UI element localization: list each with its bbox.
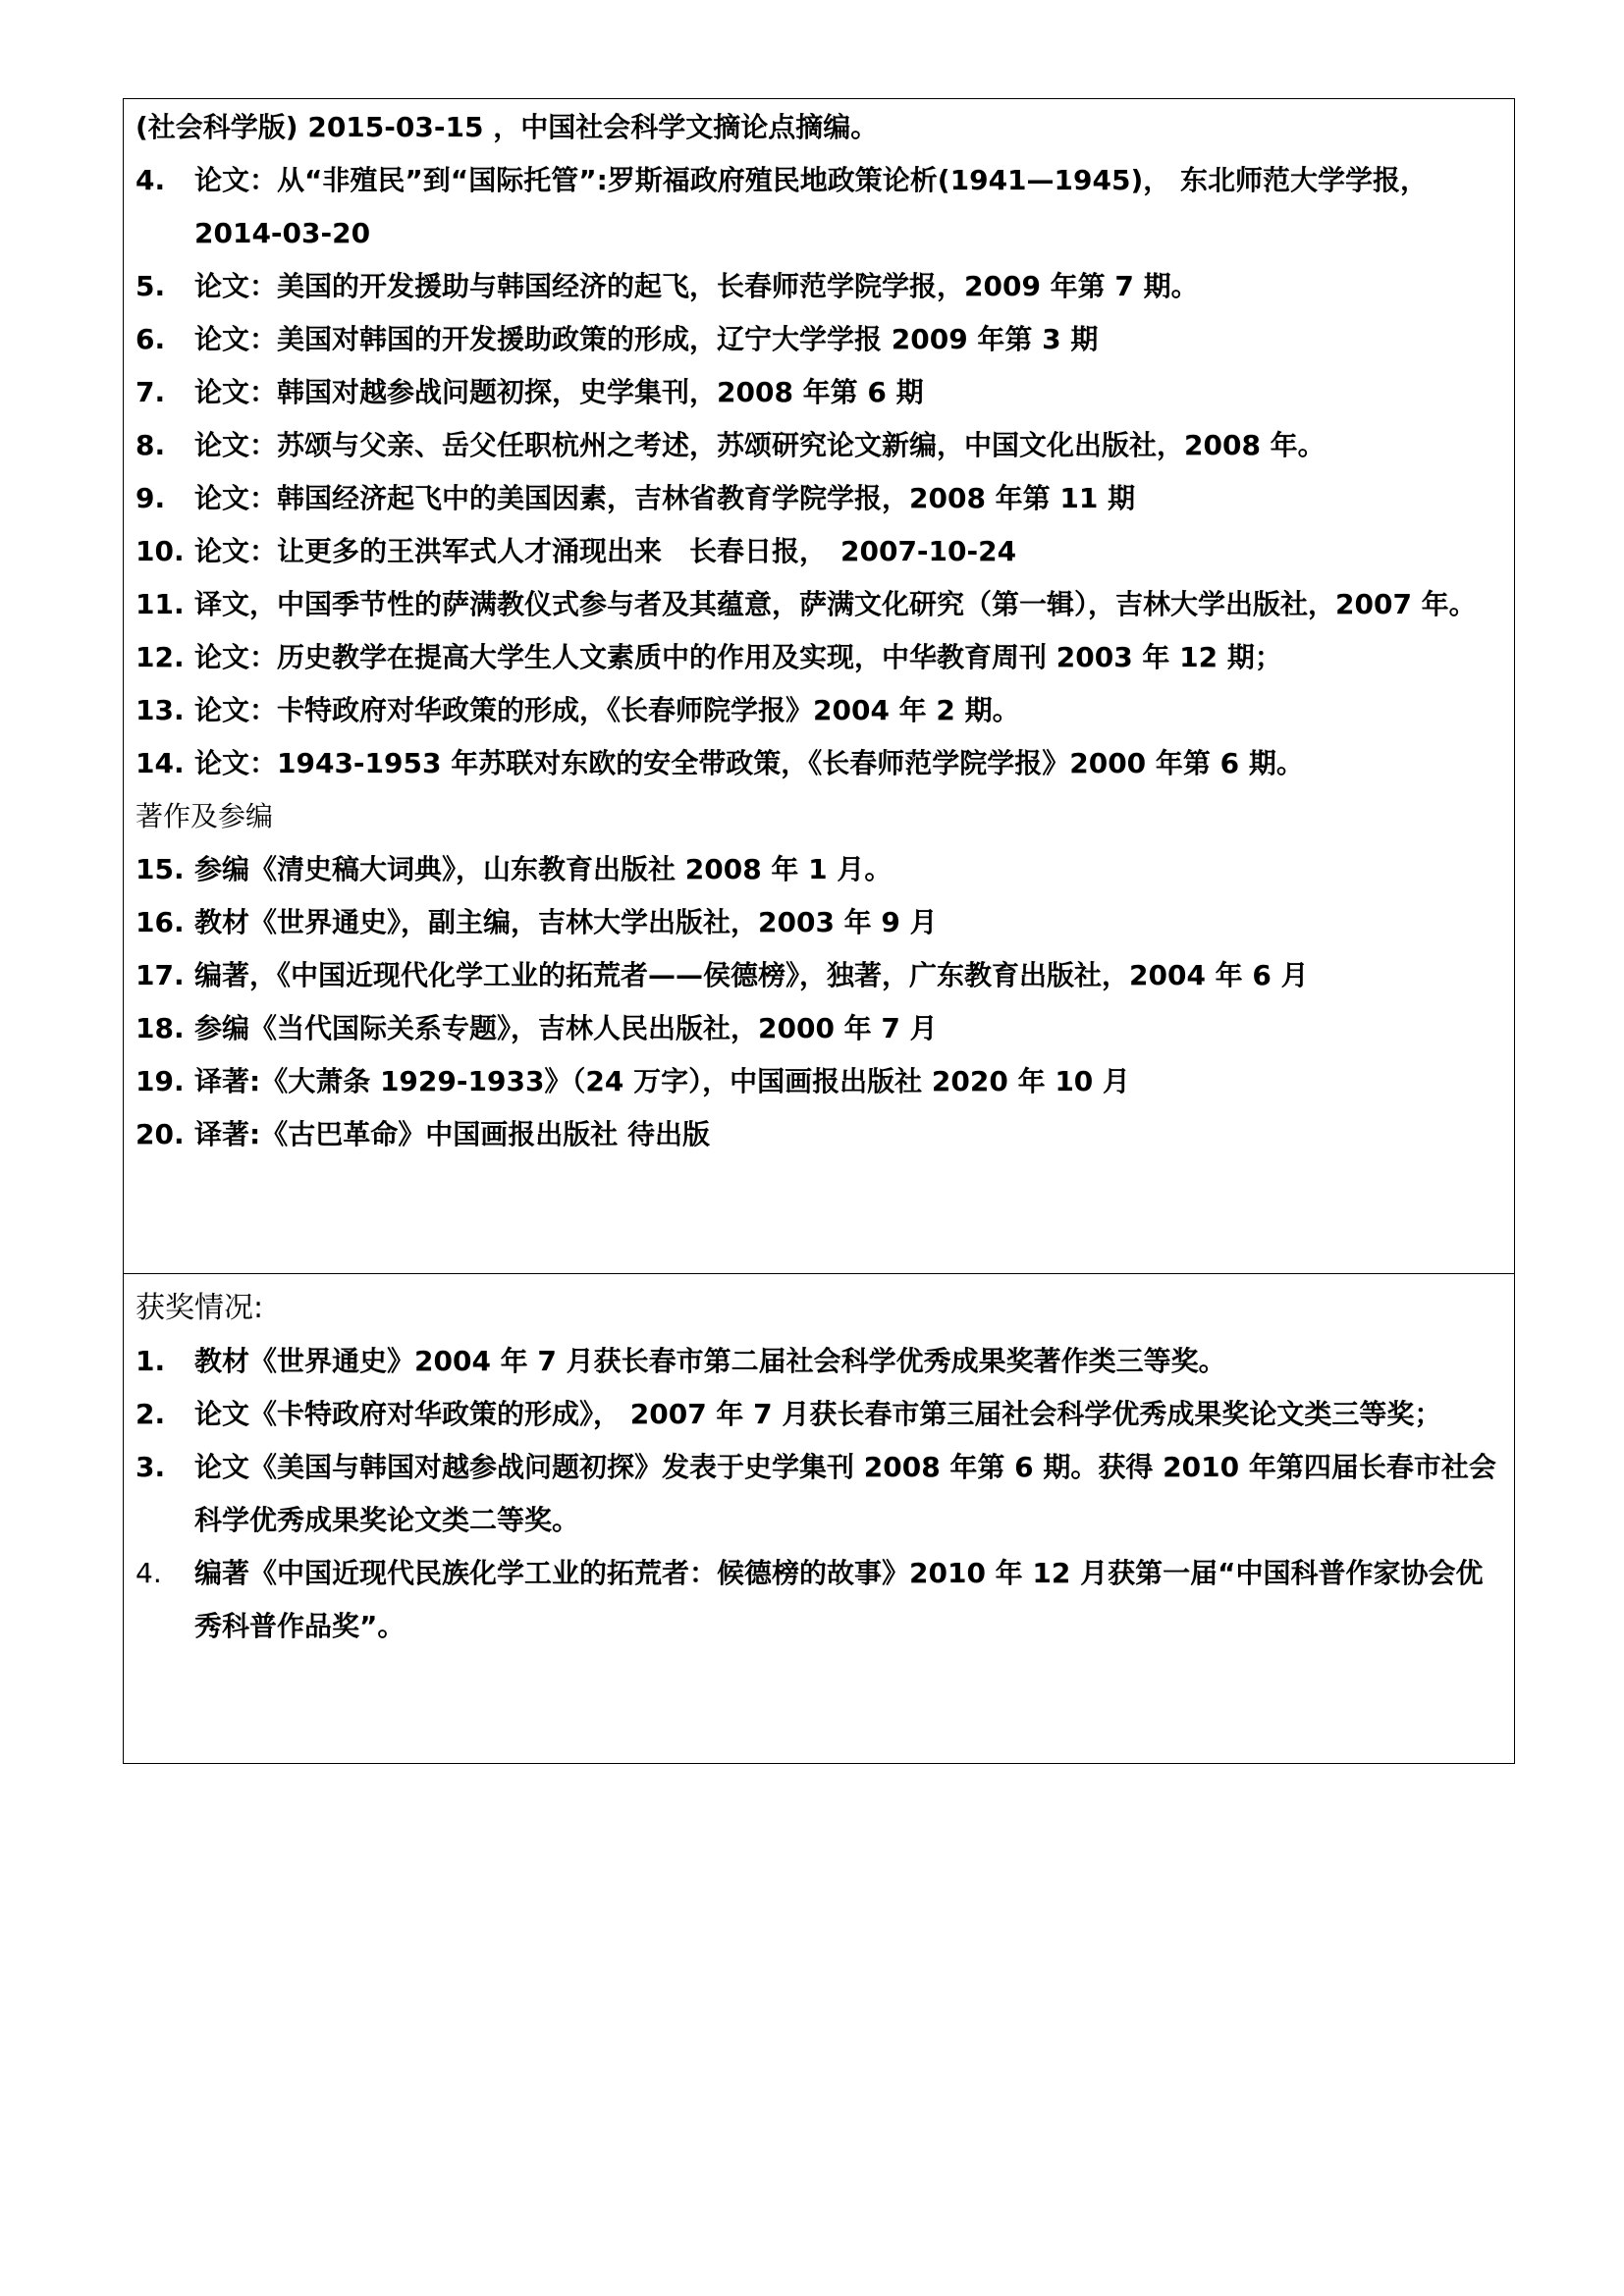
item-number: 9. bbox=[135, 482, 166, 514]
item-text: 论文：美国对韩国的开发援助政策的形成，辽宁大学学报 2009 年第 3 期 bbox=[194, 323, 1099, 355]
item-text: 论文：苏颂与父亲、岳父任职杭州之考述，苏颂研究论文新编，中国文化出版社，2008 年。 bbox=[194, 429, 1326, 461]
publication-item-8 bbox=[135, 419, 1500, 472]
award-item-3 bbox=[135, 1441, 1500, 1547]
item-text: 教材《世界通史》2004 年 7 月获长春市第二届社会科学优秀成果奖著作类三等奖。 bbox=[194, 1345, 1226, 1377]
item-number: 8. bbox=[135, 429, 166, 461]
book-item-16 bbox=[135, 896, 1500, 949]
item-text: 论文：从“非殖民”到“国际托管”:罗斯福政府殖民地政策论析(1941—1945)， 东北师范大学学报，2014-03-20 bbox=[194, 164, 1429, 249]
publication-item-7 bbox=[135, 366, 1500, 419]
awards-heading: 获奖情况: bbox=[135, 1291, 264, 1325]
continuation-line: (社会科学版) 2015-03-15 ，中国社会科学文摘论点摘编。 bbox=[135, 111, 879, 143]
item-text: 教材《世界通史》，副主编，吉林大学出版社，2003 年 9 月 bbox=[194, 906, 938, 938]
item-text: 论文：1943-1953 年苏联对东欧的安全带政策，《长春师范学院学报》2000 年第 6 期。 bbox=[194, 747, 1304, 779]
item-number: 18. bbox=[135, 1012, 185, 1044]
award-item-1 bbox=[135, 1335, 1500, 1388]
publication-item-13 bbox=[135, 684, 1500, 737]
item-number: 20. bbox=[135, 1118, 185, 1150]
item-text: 论文：让更多的王洪军式人才涌现出来 长春日报， 2007-10-24 bbox=[194, 535, 1017, 567]
books-heading: 著作及参编 bbox=[135, 800, 274, 832]
item-number: 2. bbox=[135, 1398, 166, 1430]
item-number: 11. bbox=[135, 588, 185, 620]
item-text: 论文：历史教学在提高大学生人文素质中的作用及实现，中华教育周刊 2003 年 12 期； bbox=[194, 641, 1282, 673]
item-number: 6. bbox=[135, 323, 166, 355]
publication-item-10 bbox=[135, 525, 1500, 578]
publication-item-9 bbox=[135, 472, 1500, 525]
item-number: 4. bbox=[135, 164, 166, 196]
item-text: 译著:《古巴革命》中国画报出版社 待出版 bbox=[194, 1118, 710, 1150]
publication-item-14 bbox=[135, 737, 1500, 790]
item-number: 19. bbox=[135, 1065, 185, 1097]
item-number: 10. bbox=[135, 535, 185, 567]
publication-item-4 bbox=[135, 154, 1500, 260]
item-number: 1. bbox=[135, 1345, 166, 1377]
item-number: 17. bbox=[135, 959, 185, 991]
book-item-17 bbox=[135, 949, 1500, 1002]
item-text: 编著《中国近现代民族化学工业的拓荒者：候德榜的故事》2010 年 12 月获第一届“中国科普作家协会优秀科普作品奖”。 bbox=[194, 1557, 1484, 1642]
item-text: 参编《当代国际关系专题》，吉林人民出版社，2000 年 7 月 bbox=[194, 1012, 938, 1044]
item-number: 3. bbox=[135, 1451, 166, 1483]
item-number: 16. bbox=[135, 906, 185, 938]
item-number: 15. bbox=[135, 853, 185, 885]
item-text: 译著:《大萧条 1929-1933》（24 万字），中国画报出版社 2020 年 10 月 bbox=[194, 1065, 1131, 1097]
item-number: 7. bbox=[135, 376, 166, 408]
item-text: 参编《清史稿大词典》，山东教育出版社 2008 年 1 月。 bbox=[194, 853, 893, 885]
item-text: 论文：美国的开发援助与韩国经济的起飞，长春师范学院学报，2009 年第 7 期。 bbox=[194, 270, 1199, 302]
publication-item-6 bbox=[135, 313, 1500, 366]
book-item-19 bbox=[135, 1055, 1500, 1108]
book-item-15 bbox=[135, 843, 1500, 896]
book-item-18 bbox=[135, 1002, 1500, 1055]
item-text: 论文《美国与韩国对越参战问题初探》发表于史学集刊 2008 年第 6 期。获得 2010 年第四届长春市社会科学优秀成果奖论文类二等奖。 bbox=[194, 1451, 1496, 1536]
book-item-20 bbox=[135, 1108, 1500, 1161]
item-text: 论文：韩国经济起飞中的美国因素，吉林省教育学院学报，2008 年第 11 期 bbox=[194, 482, 1136, 514]
publications-cell bbox=[124, 99, 1514, 1273]
publication-item-12 bbox=[135, 631, 1500, 684]
publication-item-5 bbox=[135, 260, 1500, 313]
award-item-4 bbox=[135, 1547, 1500, 1653]
item-number: 5. bbox=[135, 270, 166, 302]
publication-item-11 bbox=[135, 578, 1500, 631]
item-text: 论文：韩国对越参战问题初探，史学集刊，2008 年第 6 期 bbox=[194, 376, 924, 408]
cv-table bbox=[123, 98, 1515, 1764]
awards-cell bbox=[124, 1273, 1514, 1763]
award-item-2 bbox=[135, 1388, 1500, 1441]
item-text: 编著，《中国近现代化学工业的拓荒者——侯德榜》，独著，广东教育出版社，2004 年 6 月 bbox=[194, 959, 1309, 991]
item-text: 论文：卡特政府对华政策的形成，《长春师院学报》2004 年 2 期。 bbox=[194, 694, 1020, 726]
item-text: 译文，中国季节性的萨满教仪式参与者及其蕴意，萨满文化研究（第一辑），吉林大学出版社，2007 年。 bbox=[194, 588, 1477, 620]
item-number: 14. bbox=[135, 747, 185, 779]
item-text: 论文《卡特政府对华政策的形成》， 2007 年 7 月获长春市第三届社会科学优秀成果奖论文类三等奖； bbox=[194, 1398, 1442, 1430]
item-number: 12. bbox=[135, 641, 185, 673]
item-number: 4. bbox=[135, 1557, 162, 1589]
item-number: 13. bbox=[135, 694, 185, 726]
